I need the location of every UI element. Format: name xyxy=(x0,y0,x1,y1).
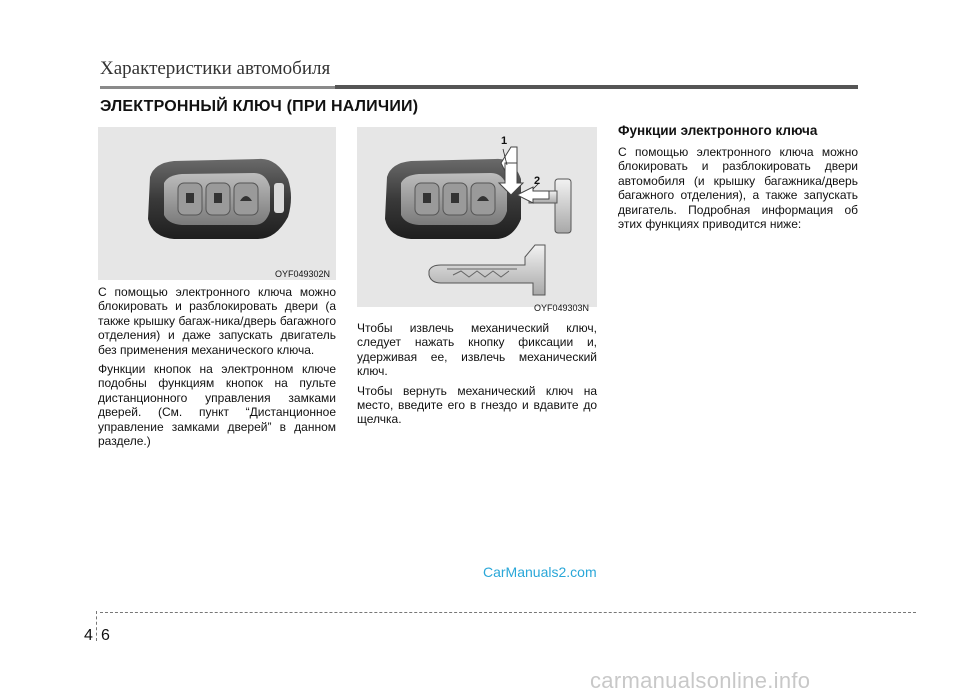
chapter-number: 4 xyxy=(84,627,93,644)
section-title: ЭЛЕКТРОННЫЙ КЛЮЧ (ПРИ НАЛИЧИИ) xyxy=(100,98,419,115)
paragraph: Функции кнопок на электронном ключе подобны функциям кнопок на пульте дистанционного управления замками дверей. (См. пункт “Дистанционное управление замками дверей” в данном разделе.) xyxy=(98,362,336,449)
footer-rule xyxy=(100,612,916,613)
column-1-text xyxy=(98,285,336,453)
figure-smart-key xyxy=(98,127,336,280)
figure-code: OYF049303N xyxy=(534,303,590,313)
page-number: 6 xyxy=(101,627,110,644)
column-2-text xyxy=(357,321,597,432)
watermark-footer: carmanualsonline.info xyxy=(590,668,811,693)
chapter-title: Характеристики автомобиля xyxy=(100,58,331,79)
page-number-separator xyxy=(96,611,97,641)
callout-number: 1 xyxy=(501,135,508,147)
paragraph: С помощью электронного ключа можно блокировать и разблокировать двери автомобиля (и крышку багажника/дверь багажного отделения), а также запускать двигатель. Подробная информация об этих функциях приводится ниже: xyxy=(618,145,858,232)
subheading: Функции электронного ключа xyxy=(618,123,818,138)
paragraph: Чтобы вернуть механический ключ на место, введите его в гнездо и вдавите до щелчка. xyxy=(357,383,597,427)
paragraph: Чтобы извлечь механический ключ, следует нажать кнопку фиксации и, удерживая ее, извлечь механический ключ. xyxy=(357,321,597,379)
column-3-text xyxy=(618,145,858,236)
callout-number: 2 xyxy=(534,175,541,187)
figure-code: OYF049302N xyxy=(275,269,331,279)
watermark-link[interactable]: CarManuals2.com xyxy=(483,564,597,580)
mechanical-key-illustration xyxy=(357,127,597,307)
smart-key-illustration xyxy=(98,127,336,280)
header-rule-accent xyxy=(335,85,858,89)
figure-mechanical-key xyxy=(357,127,597,307)
paragraph: С помощью электронного ключа можно блокировать и разблокировать двери (а также крышку багаж-ника/дверь багажного отделения) и даже запускать двигатель без применения механического ключа. xyxy=(98,285,336,357)
